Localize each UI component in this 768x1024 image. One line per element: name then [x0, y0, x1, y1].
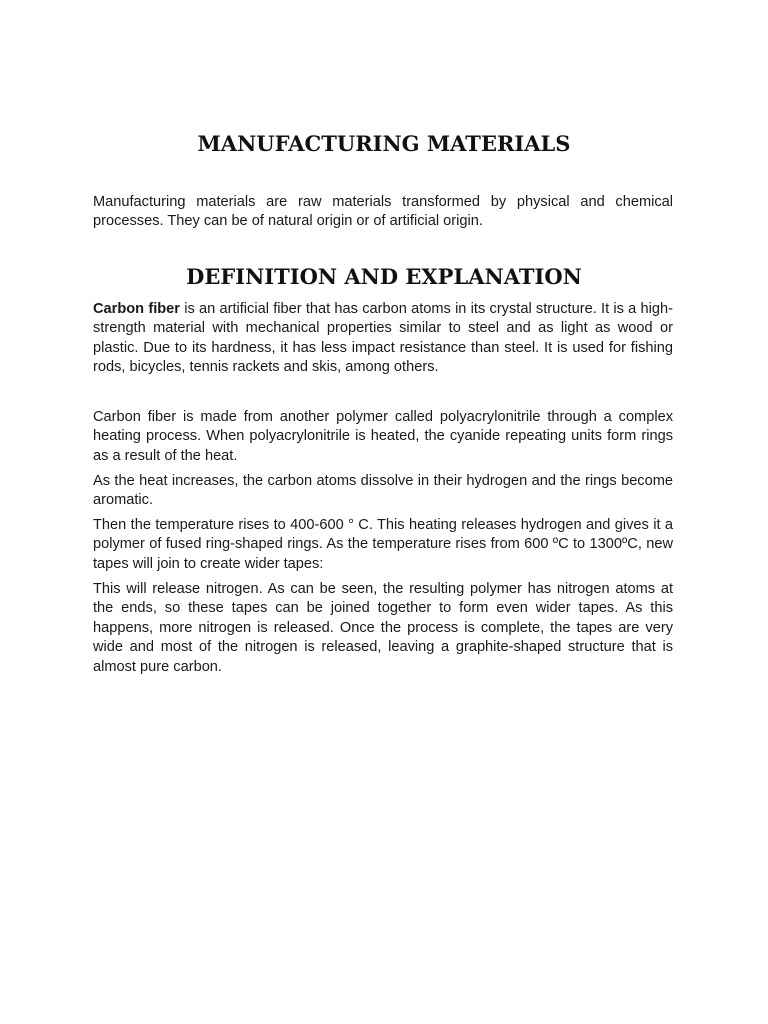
carbon-fiber-definition: is an artificial fiber that has carbon atoms in its crystal structure. It is a high-strength material with mechanical properties similar to steel and as light as wood or plastic. Due to its hardness, it has less impact resistance than steel. It is used for fishing rods, bicycles, tennis rackets and skis, among others. — [93, 301, 673, 376]
section-heading: DEFINITION AND EXPLANATION — [186, 264, 582, 289]
intro-paragraph: Manufacturing materials are raw materials transformed by physical and chemical processes. They can be of natural origin or of artificial origin. — [93, 194, 673, 230]
process-paragraph: Carbon fiber is made from another polymer called polyacrylonitrile through a complex heating process. When polyacrylonitrile is heated, the cyanide repeating units form rings as a result of the heat. — [93, 409, 673, 464]
heat-paragraph: As the heat increases, the carbon atoms dissolve in their hydrogen and the rings become aromatic. — [93, 473, 673, 509]
carbon-fiber-term: Carbon fiber — [93, 301, 180, 317]
carbon-fiber-paragraph — [93, 300, 673, 378]
nitrogen-paragraph: This will release nitrogen. As can be seen, the resulting polymer has nitrogen atoms at the ends, so these tapes can be joined together to form even wider tapes. As this happens, more nitrogen is released. Once the process is complete, the tapes are very wide and most of the nitrogen is released, leaving a graphite-shaped structure that is almost pure carbon. — [93, 581, 673, 675]
temperature-paragraph: Then the temperature rises to 400-600 ° C. This heating releases hydrogen and gives it a polymer of fused ring-shaped rings. As the temperature rises from 600 ºC to 1300ºC, new tapes will join to create wider tapes: — [93, 517, 673, 572]
document-title: MANUFACTURING MATERIALS — [197, 131, 571, 156]
